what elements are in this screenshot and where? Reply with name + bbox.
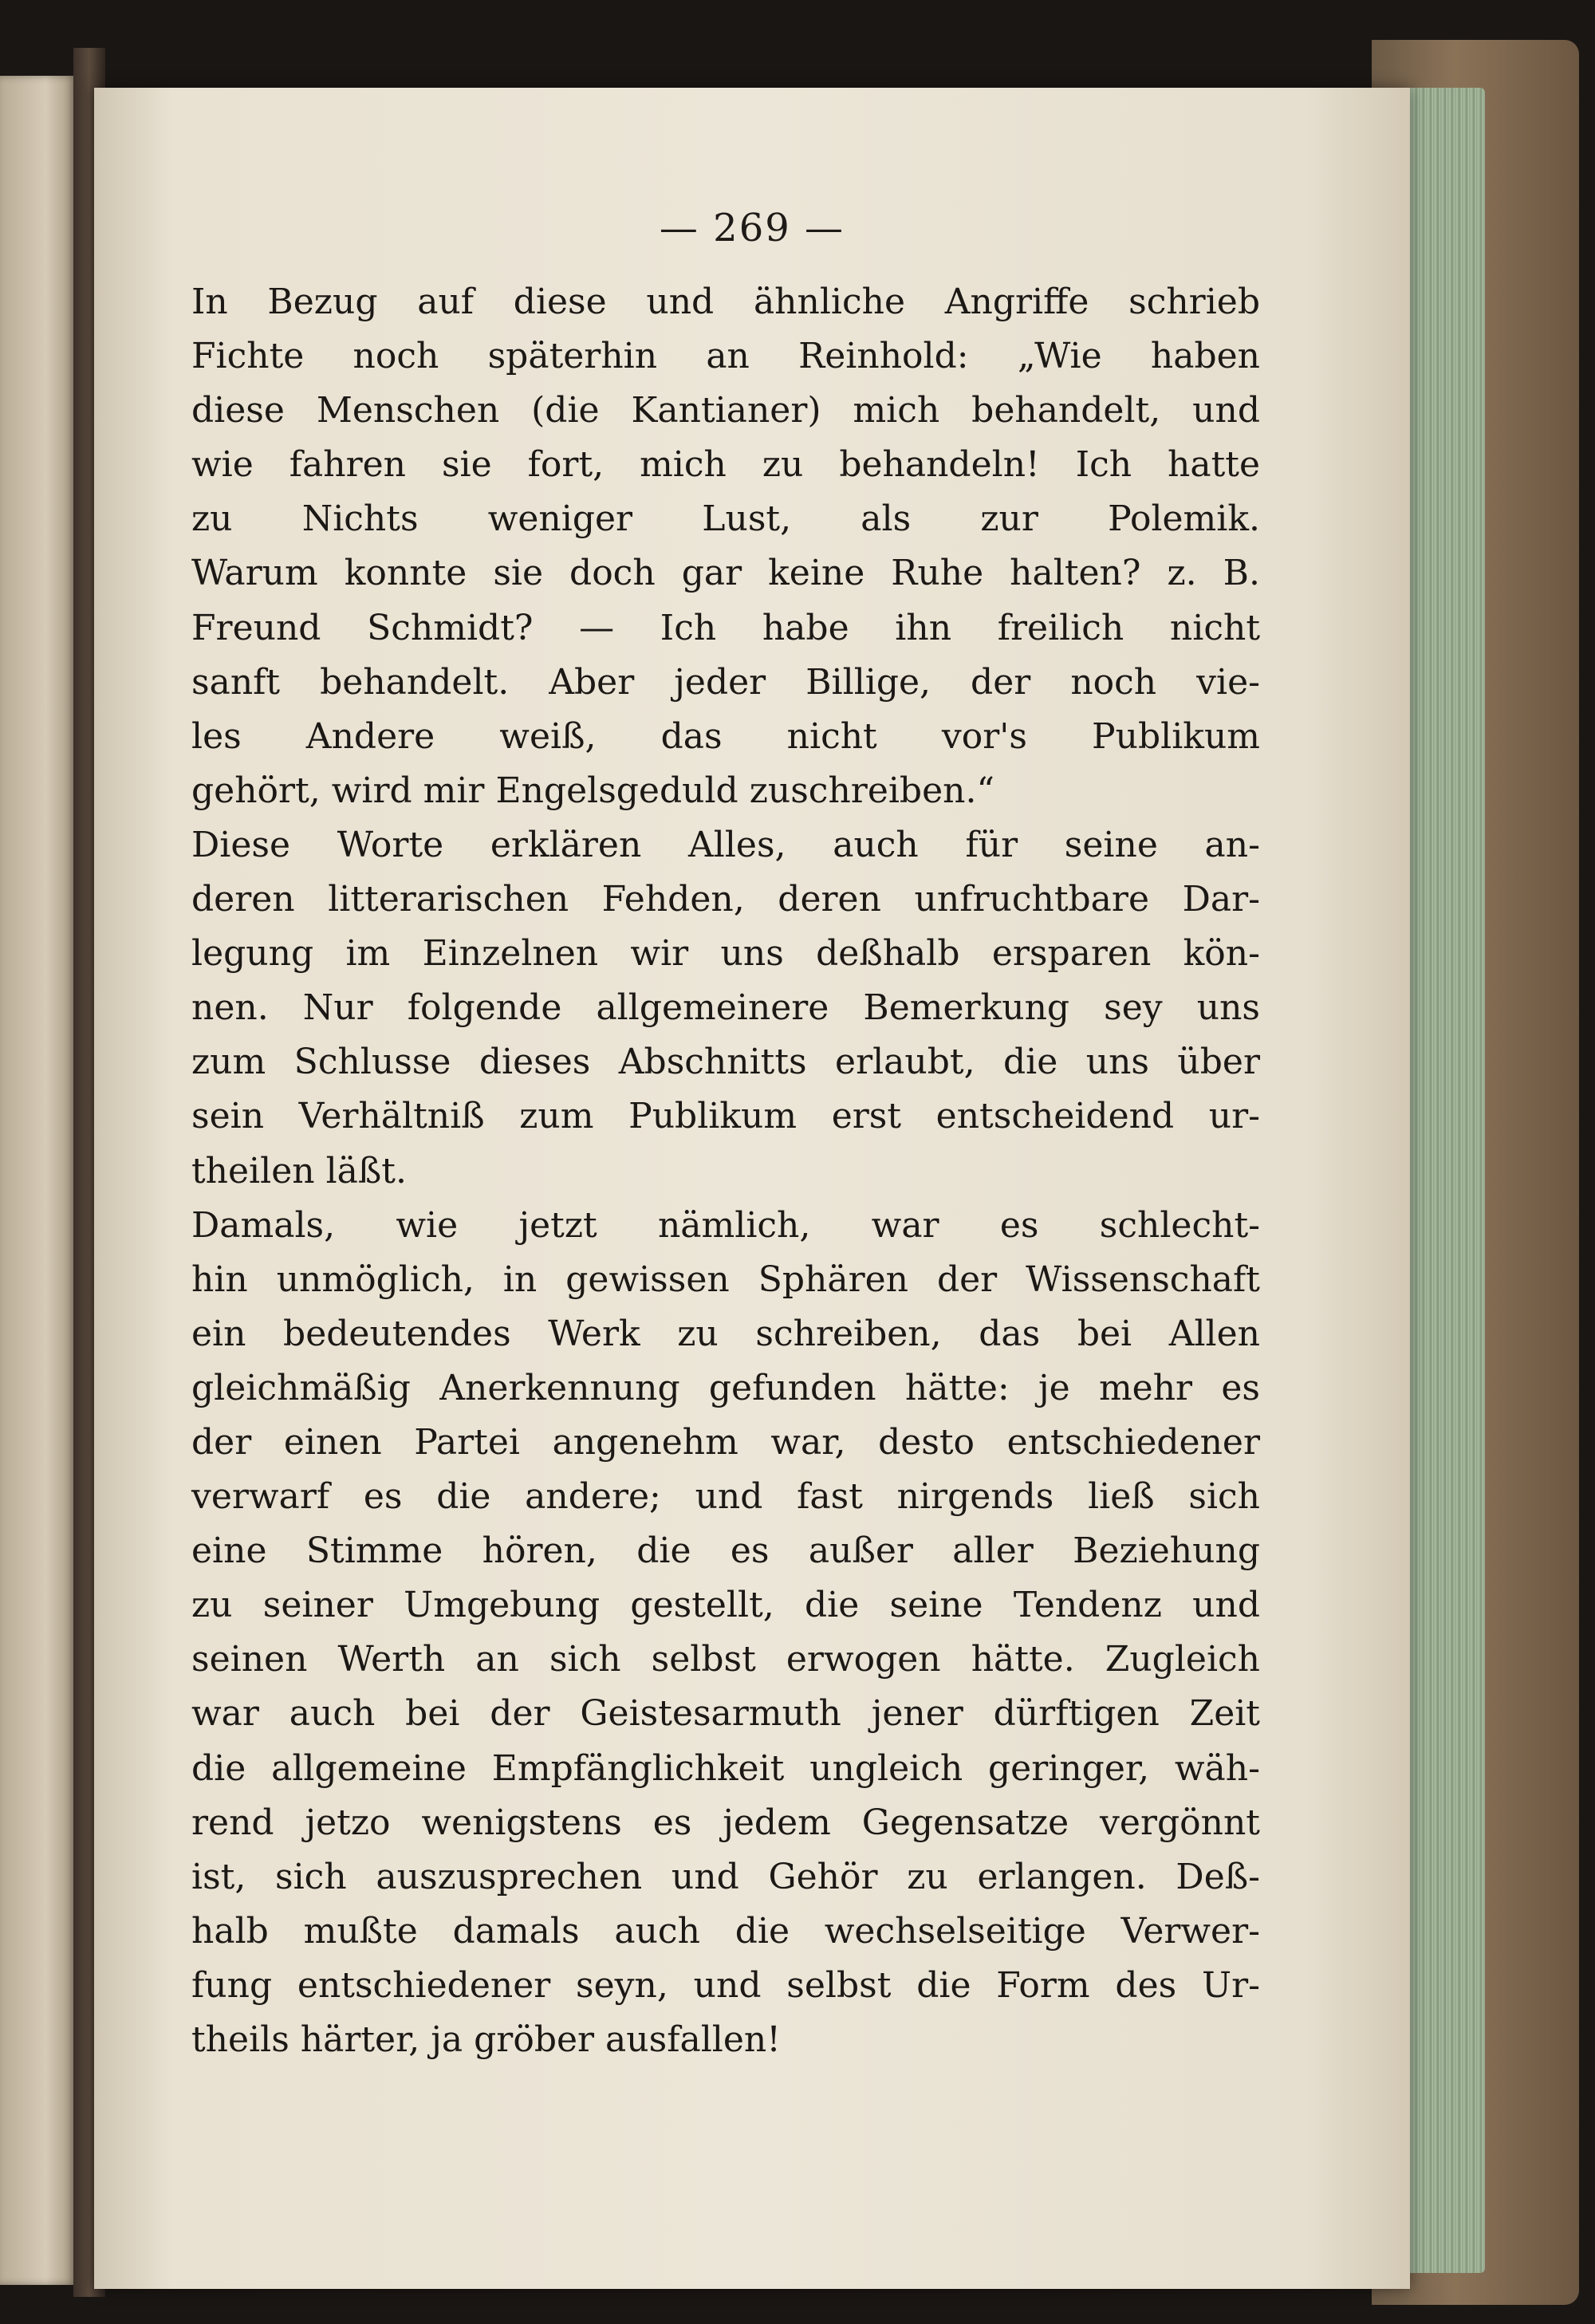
previous-page-edge <box>0 76 77 2285</box>
text-line: fung entschiedener seyn, und selbst die Form des Ur- <box>191 1964 1260 2006</box>
text-line: les Andere weiß, das nicht vor's Publikum <box>191 715 1260 757</box>
text-line: Fichte noch späterhin an Reinhold: „Wie haben <box>191 336 1260 377</box>
text-line: seinen Werth an sich selbst erwogen hätte. Zugleich <box>191 1639 1260 1680</box>
text-line: theilen läßt. <box>191 1150 407 1192</box>
text-line: theils härter, ja gröber ausfallen! <box>191 2019 781 2060</box>
text-line: nen. Nur folgende allgemeinere Bemerkung sey uns <box>191 987 1260 1029</box>
body-text <box>191 275 1260 2067</box>
text-line: deren litterarischen Fehden, deren unfruchtbare Dar- <box>191 879 1260 920</box>
text-line: legung im Einzelnen wir uns deßhalb ersparen kön- <box>191 933 1260 975</box>
text-line: sein Verhältniß zum Publikum erst entscheidend ur- <box>191 1096 1260 1137</box>
text-line: zum Schlusse dieses Abschnitts erlaubt, die uns über <box>191 1042 1260 1083</box>
text-line: die allgemeine Empfänglichkeit ungleich geringer, wäh- <box>191 1747 1260 1789</box>
text-line: Freund Schmidt? — Ich habe ihn freilich nicht <box>191 607 1260 648</box>
text-line: Warum konnte sie doch gar keine Ruhe halten? z. B. <box>191 553 1260 594</box>
text-line: eine Stimme hören, die es außer aller Beziehung <box>191 1530 1260 1572</box>
page-stack-edges <box>1397 88 1485 2273</box>
book-page <box>94 88 1410 2289</box>
text-line: gehört, wird mir Engelsgeduld zuschreiben.“ <box>191 770 994 811</box>
text-line: halb mußte damals auch die wechselseitige Verwer- <box>191 1910 1260 1952</box>
text-line: rend jetzo wenigstens es jedem Gegensatze vergönnt <box>191 1802 1260 1843</box>
text-line: zu Nichts weniger Lust, als zur Polemik. <box>191 498 1260 540</box>
text-line: gleichmäßig Anerkennung gefunden hätte: je mehr es <box>191 1367 1260 1408</box>
page-number: — 269 — <box>659 206 845 250</box>
text-line: ein bedeutendes Werk zu schreiben, das bei Allen <box>191 1313 1260 1354</box>
text-line: der einen Partei angenehm war, desto entschiedener <box>191 1421 1260 1463</box>
text-line: war auch bei der Geistesarmuth jener dürftigen Zeit <box>191 1693 1260 1735</box>
text-line: zu seiner Umgebung gestellt, die seine Tendenz und <box>191 1585 1260 1626</box>
text-line: sanft behandelt. Aber jeder Billige, der noch vie- <box>191 661 1260 703</box>
text-line: Diese Worte erklären Alles, auch für seine an- <box>191 824 1260 865</box>
text-line: Damals, wie jetzt nämlich, war es schlecht- <box>191 1204 1260 1246</box>
text-line: In Bezug auf diese und ähnliche Angriffe schrieb <box>191 282 1260 322</box>
text-line: diese Menschen (die Kantianer) mich behandelt, und <box>191 390 1260 431</box>
text-line: verwarf es die andere; und fast nirgends ließ sich <box>191 1476 1260 1518</box>
text-line: ist, sich auszusprechen und Gehör zu erlangen. Deß- <box>191 1856 1260 1897</box>
text-line: hin unmöglich, in gewissen Sphären der Wissenschaft <box>191 1259 1260 1300</box>
text-line: wie fahren sie fort, mich zu behandeln! Ich hatte <box>191 444 1260 486</box>
